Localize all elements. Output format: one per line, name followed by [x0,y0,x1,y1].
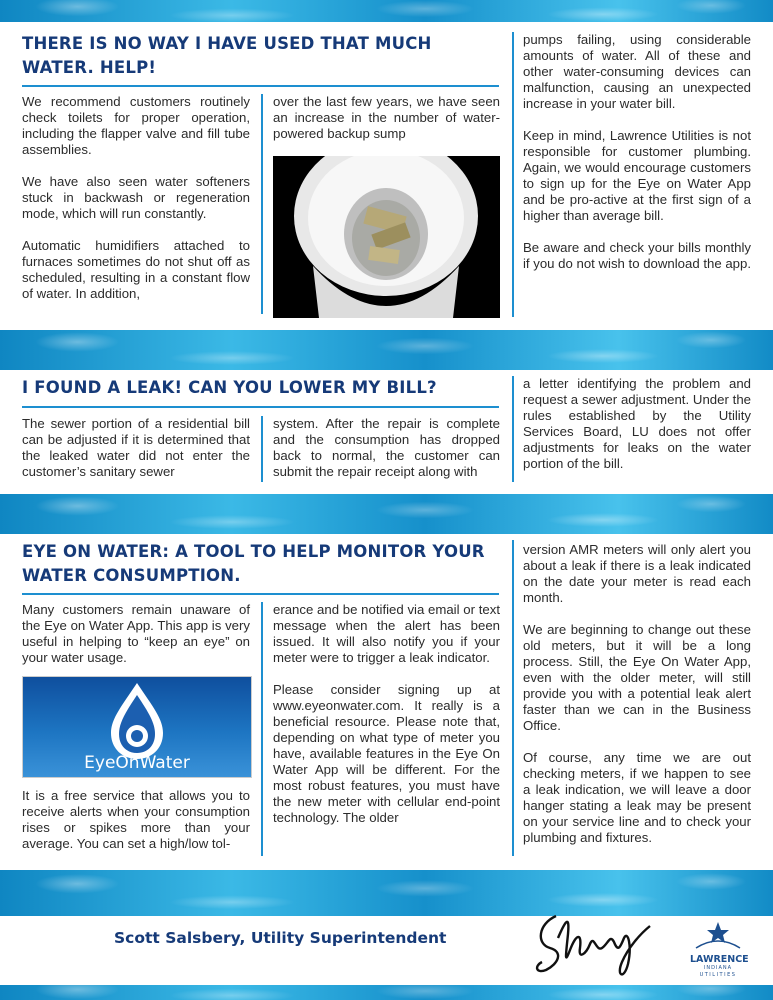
section-1-heading: THERE IS NO WAY I HAVE USED THAT MUCH WATER. HELP! [22,34,432,77]
section-2-heading-rule [22,406,499,408]
section-3-heading-rule [22,593,499,595]
paragraph: Of course, any time we are out checking meters, if we happen to see a leak indication, we will leave a door hanger stating a leak may be present on your service line and to check your plumbing and fixtures. [523,750,751,845]
section-1-col-1 [22,94,250,302]
section-2-col-3 [523,376,751,472]
section-2-col-2 [273,416,500,480]
column-divider [512,540,514,856]
paragraph: Keep in mind, Lawrence Utilities is not responsible for customer plumbing. Again, we would encourage customers to sign up for the Eye on Water App and be pro-active at the first sign of a higher than average bill. [523,128,751,223]
water-background-band-1 [0,330,773,370]
section-2-col-1 [22,416,250,480]
paragraph: Please consider signing up at www.eyeonwater.com. It really is a beneficial resource. Please note that, depending on what type of meter you have, available features in the Eye On Water App will be different. For the most robust features, you must have the new meter with cellular end-point technology. The older [273,682,500,825]
logo-text-lawrence: LAWRENCE [690,954,749,965]
paragraph: We are beginning to change out these old meters, but it will be a long process. Still, the Eye On Water App, even with the older meter, will still provide you with a potential leak alert faster than we can in the Business Office. [523,622,751,733]
paragraph: version AMR meters will only alert you about a leak if there is a leak indicated on the date your meter is read each month. [523,542,751,605]
paragraph: over the last few years, we have seen an increase in the number of water-powered backup sump [273,94,500,141]
superintendent-name: Scott Salsbery, Utility Superintendent [114,929,447,947]
paragraph: system. After the repair is complete and the consumption has dropped back to normal, the customer can submit the repair receipt along with [273,416,500,479]
paragraph: It is a free service that allows you to receive alerts when your consumption rises or spikes more than your average. You can set a high/low tol- [22,788,250,851]
paragraph: Automatic humidifiers attached to furnaces sometimes do not shut off as scheduled, resulting in a constant flow of water. In addition, [22,238,250,301]
section-1-col-3 [523,32,751,272]
water-background-top [0,0,773,22]
column-divider [261,416,263,482]
paragraph: Be aware and check your bills monthly if you do not wish to download the app. [523,240,752,271]
lawrence-utilities-logo [690,920,749,978]
section-1-heading-rule [22,85,499,87]
water-background-bottom [0,985,773,1000]
toilet-money-photo [273,156,500,318]
paragraph: a letter identifying the problem and request a sewer adjustment. Under the rules established by the Utility Services Board, LU does not offer adjustments for leaks on the water portion of the bill. [523,376,751,471]
paragraph: We recommend customers routinely check toilets for proper operation, including the flapper valve and fill tube assemblies. [22,94,250,157]
eyeonwater-logo-text: EyeOnWater [84,753,190,773]
eyeonwater-logo [22,676,252,778]
column-divider [512,376,514,482]
section-2-panel [0,370,773,494]
footer-panel [0,916,773,985]
column-divider [512,32,514,317]
section-2-heading: I FOUND A LEAK! CAN YOU LOWER MY BILL? [22,378,437,397]
section-3-panel [0,534,773,870]
section-3-col-1-top [22,602,250,666]
logo-text-indiana: INDIANA [703,965,733,971]
section-1-col-2 [273,94,500,142]
paragraph: pumps failing, using considerable amounts of water. All of these and other water-consuming devices can malfunction, causing an unexpected increase in your water bill. [523,32,751,111]
section-3-col-2 [273,602,500,826]
section-3-col-3 [523,542,751,846]
paragraph: Many customers remain unaware of the Eye on Water App. This app is very useful in helping to “keep an eye” on your water usage. [22,602,250,665]
paragraph: The sewer portion of a residential bill can be adjusted if it is determined that the leaked water did not enter the customer’s sanitary sewer [22,416,250,479]
section-1-panel [0,22,773,330]
water-background-band-2 [0,494,773,534]
logo-text-utilities: UTILITIES [699,972,737,978]
section-3-heading: EYE ON WATER: A TOOL TO HELP MONITOR YOUR WATER CONSUMPTION. [22,542,485,585]
paragraph: We have also seen water softeners stuck in backwash or regeneration mode, which will run constantly. [22,174,250,221]
paragraph: erance and be notified via email or text message when the alert has been issued. It will also notify you if your meter were to trigger a leak indicator. [273,602,500,665]
signature [528,904,658,982]
column-divider [261,94,263,314]
section-3-col-1-bottom [22,788,250,852]
column-divider [261,602,263,856]
